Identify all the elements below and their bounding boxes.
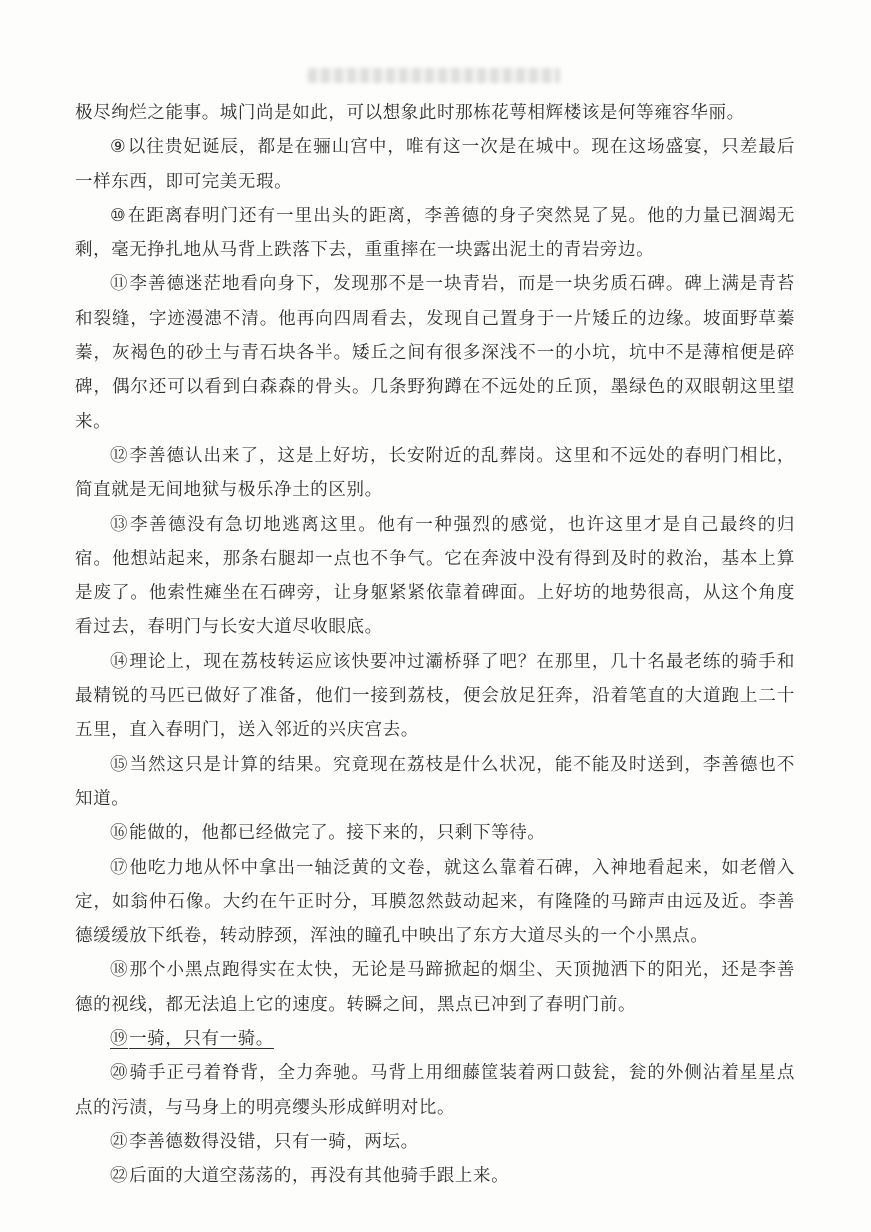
paragraph-text: 骑手正弓着脊背，全力奔驰。马背上用细藤筐装着两口鼓瓮，瓮的外侧沾着星星点点的污渍，与马身上的明亮缨头形成鲜明对比。 <box>75 1062 795 1117</box>
paragraph-marker: ⑳ <box>110 1062 129 1083</box>
paragraph-text: 那个小黑点跑得实在太快，无论是马蹄掀起的烟尘、天顶抛洒下的阳光，还是李善德的视线，都无法追上它的速度。转瞬之间，黑点已冲到了春明门前。 <box>75 959 795 1014</box>
paragraph-text: 以往贵妃诞辰，都是在骊山宫中，唯有这一次是在城中。现在这场盛宴，只差最后一样东西，即可完美无瑕。 <box>75 136 795 191</box>
paragraph-text: 在距离春明门还有一里出头的距离，李善德的身子突然晃了晃。他的力量已涸竭无剩，毫无挣扎地从马背上跌落下去，重重摔在一块露出泥土的青岩旁边。 <box>75 204 795 260</box>
paragraph-text: 李善德没有急切地逃离这里。他有一种强烈的感觉，也许这里才是自己最终的归宿。他想站起来，那条右腿却一点也不争气。它在奔波中没有得到及时的救治，基本上算是废了。他索性瘫坐在石碑旁，让身躯紧紧依靠着碑面。上好坊的地势很高，从这个角度看过去，春明门与长安大道尽收眼底。 <box>75 513 795 637</box>
paragraph-text: 后面的大道空荡荡的，再没有其他骑手跟上来。 <box>129 1165 510 1186</box>
paragraph-marker: ⑭ <box>110 650 129 671</box>
paragraph <box>75 1158 795 1192</box>
paragraph <box>75 1124 795 1158</box>
paragraph-text: 当然这只是计算的结果。究竟现在荔枝是什么状况，能不能及时送到，李善德也不知道。 <box>75 753 795 808</box>
paragraph-underlined <box>75 1021 795 1055</box>
paragraph <box>75 850 795 953</box>
paragraph-text: 一骑，只有一骑。 <box>129 1028 274 1049</box>
paragraph <box>75 198 795 267</box>
paragraph <box>75 438 795 507</box>
paragraph-text: 理论上，现在荔枝转运应该快要冲过灞桥驿了吧？在那里，几十名最老练的骑手和最精锐的马匹已做好了准备，他们一接到荔枝，便会放足狂奔，沿着笔直的大道跑上二十五里，直入春明门，送入邻近的兴庆宫去。 <box>75 650 795 740</box>
paragraph-marker: ⑯ <box>110 822 129 843</box>
paragraph-text: 能做的，他都已经做完了。接下来的，只剩下等待。 <box>129 822 546 843</box>
paragraph-text: 李善德迷茫地看向身下，发现那不是一块青岩，而是一块劣质石碑。碑上满是青苔和裂缝，字迹漫漶不清。他再向四周看去，发现自己置身于一片矮丘的边缘。坡面野草蓁蓁，灰褐色的砂土与青石块各半。矮丘之间有很多深浅不一的小坑，坑中不是薄棺便是碎碑，偶尔还可以看到白森森的骨头。几条野狗蹲在不远处的丘顶，墨绿色的双眼朝这里望来。 <box>75 273 795 431</box>
paragraph <box>75 644 795 747</box>
paragraph-marker: ㉒ <box>110 1165 129 1186</box>
paragraph-marker: ⑨ <box>110 136 127 157</box>
paragraph-text: 极尽绚烂之能事。城门尚是如此，可以想象此时那栋花萼相辉楼该是何等雍容华丽。 <box>75 102 745 122</box>
paragraph-text: 李善德数得没错，只有一骑，两坛。 <box>129 1130 419 1151</box>
paragraph-marker: ⑰ <box>110 856 129 877</box>
paragraph-marker: ⑲ <box>110 1028 129 1049</box>
paragraph-marker: ㉑ <box>110 1130 129 1151</box>
paragraph <box>75 747 795 816</box>
paragraph <box>75 815 795 849</box>
paragraph-marker: ⑱ <box>110 959 129 980</box>
paragraph <box>75 507 795 644</box>
paragraph-marker: ⑫ <box>110 444 129 465</box>
paragraph <box>75 95 795 129</box>
paragraph-marker: ⑬ <box>110 513 130 534</box>
faded-header-smudge <box>308 68 560 83</box>
text-body <box>75 95 795 1193</box>
paragraph-marker: ⑪ <box>110 273 129 294</box>
paragraph-marker: ⑮ <box>110 753 129 774</box>
paragraph <box>75 129 795 198</box>
paragraph-marker: ⑩ <box>110 204 127 225</box>
paragraph-text: 他吃力地从怀中拿出一轴泛黄的文卷，就这么靠着石碑，入神地看起来，如老僧入定，如翁仲石像。大约在午正时分，耳膜忽然鼓动起来，有隆隆的马蹄声由远及近。李善德缓缓放下纸卷，转动脖颈，浑浊的瞳孔中映出了东方大道尽头的一个小黑点。 <box>75 856 795 946</box>
paragraph <box>75 1055 795 1124</box>
paragraph-text: 李善德认出来了，这是上好坊，长安附近的乱葬岗。这里和不远处的春明门相比，简直就是无间地狱与极乐净土的区别。 <box>75 444 795 500</box>
paragraph <box>75 266 795 437</box>
paragraph <box>75 952 795 1021</box>
